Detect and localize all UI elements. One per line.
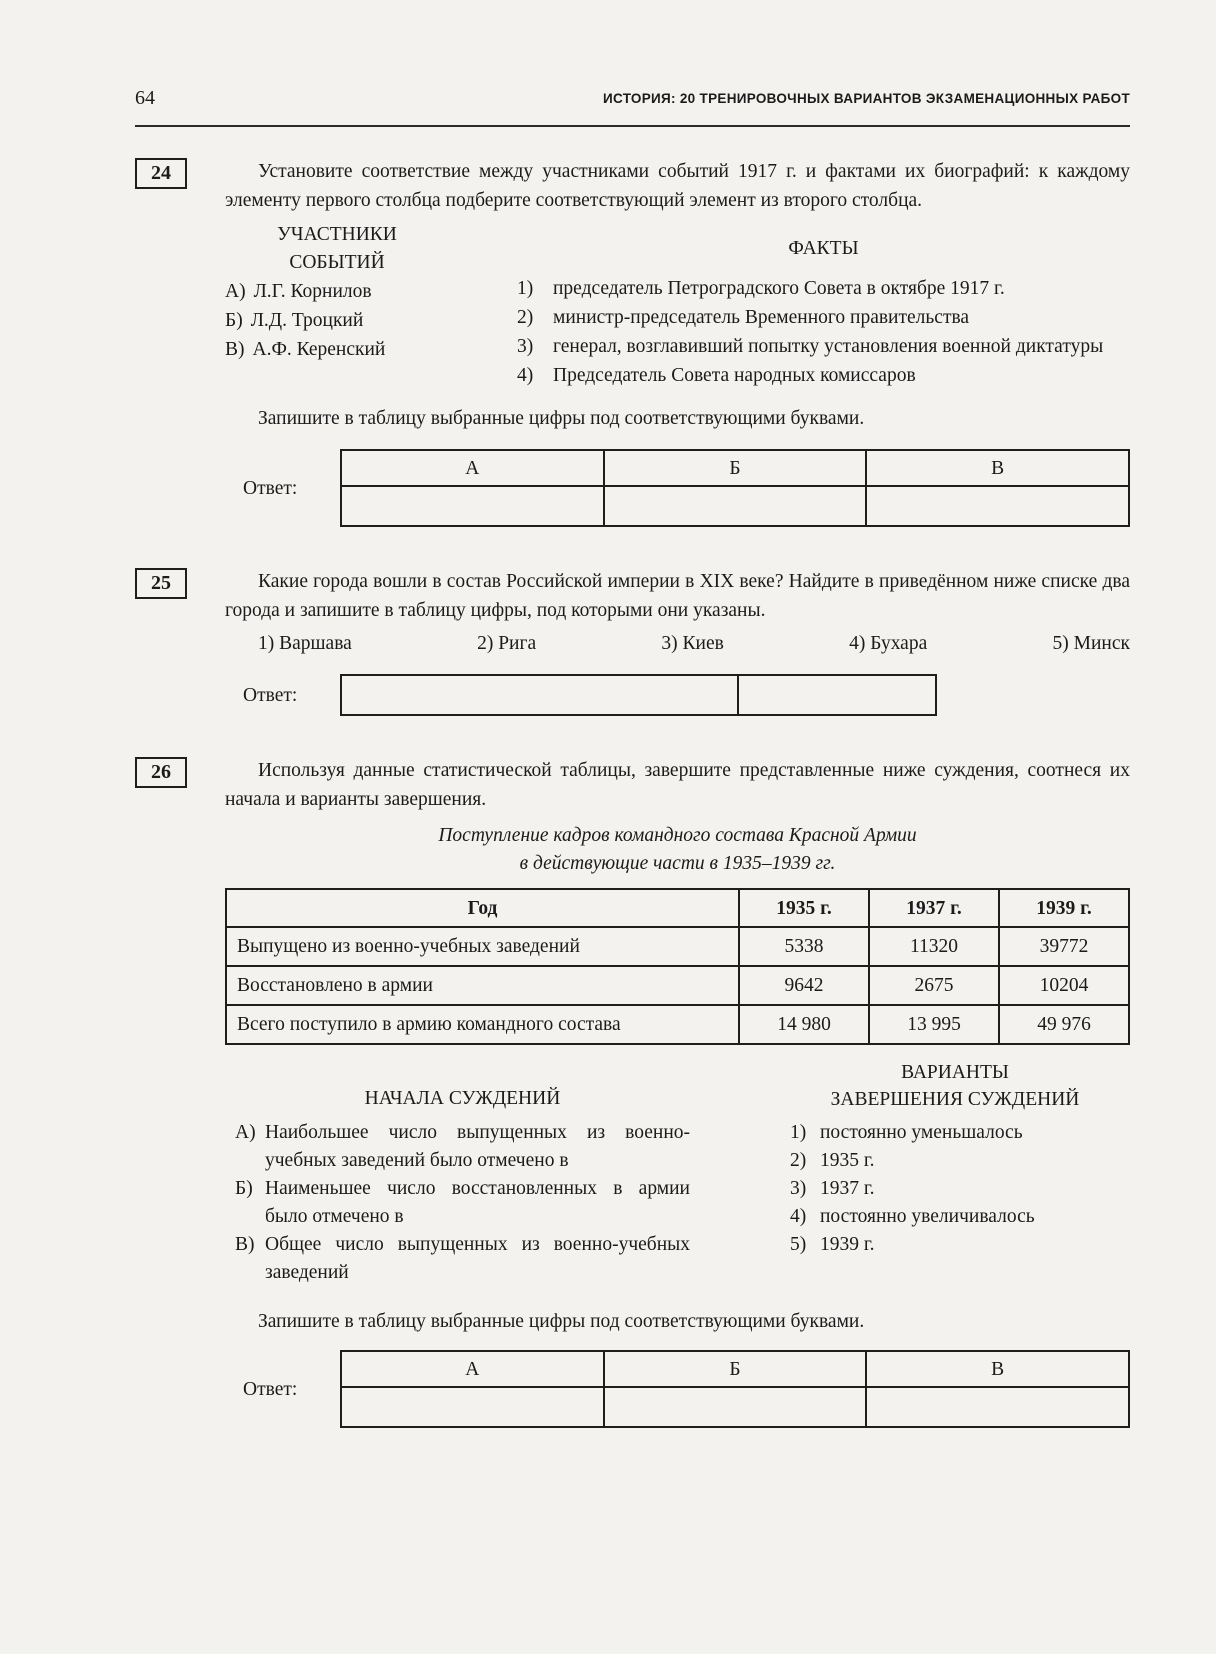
- participants-column-title-line2: СОБЫТИЙ: [289, 252, 385, 273]
- question-24-answer-block: [225, 449, 1130, 527]
- beginning-item: [235, 1119, 690, 1175]
- fact-number: 4): [517, 365, 534, 386]
- fact-number: 1): [517, 278, 534, 299]
- ending-number: 5): [790, 1234, 807, 1255]
- participant-name: Л.Д. Троцкий: [250, 310, 364, 331]
- answer-cell-b: [604, 486, 867, 526]
- fact-text: министр-председатель Временного правительства: [553, 307, 970, 328]
- participant-item: [225, 277, 517, 306]
- participant-name: Л.Г. Корнилов: [253, 281, 372, 302]
- ending-item: [790, 1203, 1120, 1231]
- stats-row-label: Восстановлено в армии: [226, 966, 739, 1005]
- fact-number: 2): [517, 307, 534, 328]
- stats-value: 49 976: [999, 1005, 1129, 1044]
- participants-column: [225, 221, 517, 390]
- answer-input-row: [341, 486, 1129, 526]
- endings-title-line2: ЗАВЕРШЕНИЯ СУЖДЕНИЙ: [830, 1089, 1080, 1110]
- stats-value: 2675: [869, 966, 999, 1005]
- fact-text: Председатель Совета народных комиссаров: [553, 365, 916, 386]
- participant-letter: А): [225, 281, 246, 302]
- answer-header-row: [341, 450, 1129, 486]
- running-title: ИСТОРИЯ: 20 ТРЕНИРОВОЧНЫХ ВАРИАНТОВ ЭКЗАМЕНАЦИОННЫХ РАБОТ: [602, 91, 1130, 106]
- answer-column-v: В: [866, 450, 1129, 486]
- beginning-text: Общее число выпущенных из военно-учебных заведений: [265, 1234, 690, 1283]
- participant-letter: Б): [225, 310, 243, 331]
- answer-cell-v: [866, 486, 1129, 526]
- ending-text: 1937 г.: [820, 1178, 875, 1199]
- stats-column-1937: 1937 г.: [869, 889, 999, 927]
- stats-column-year: Год: [226, 889, 739, 927]
- fact-item: [517, 361, 1130, 390]
- question-24-instruction: Запишите в таблицу выбранные цифры под соответствующими буквами.: [258, 408, 865, 429]
- beginning-letter: А): [235, 1122, 256, 1143]
- answer-label: Ответ:: [243, 477, 298, 499]
- question-26-number-box: 26: [135, 757, 187, 788]
- ending-text: 1939 г.: [820, 1234, 875, 1255]
- participants-column-title-line1: УЧАСТНИКИ: [277, 224, 397, 245]
- fact-item: [517, 332, 1130, 361]
- ending-text: постоянно уменьшалось: [820, 1122, 1023, 1143]
- statistics-table-title-line2: в действующие части в 1935–1939 гг.: [519, 853, 836, 874]
- stats-column-1939: 1939 г.: [999, 889, 1129, 927]
- ending-item: [790, 1147, 1120, 1175]
- stats-value: 13 995: [869, 1005, 999, 1044]
- ending-number: 2): [790, 1150, 807, 1171]
- ending-item: [790, 1119, 1120, 1147]
- beginning-letter: В): [235, 1234, 255, 1255]
- statistics-row: [226, 966, 1129, 1005]
- ending-number: 4): [790, 1206, 807, 1227]
- beginning-item: [235, 1231, 690, 1287]
- stats-row-label: Всего поступило в армию командного состава: [226, 1005, 739, 1044]
- stats-value: 10204: [999, 966, 1129, 1005]
- answer-input-row: [341, 1387, 1129, 1427]
- beginning-letter: Б): [235, 1178, 253, 1199]
- answer-cell-2: [738, 675, 936, 715]
- question-26-prompt: Используя данные статистической таблицы, завершите представленные ниже суждения, соотнеся их начала и варианты завершения.: [225, 760, 1130, 810]
- ending-text: 1935 г.: [820, 1150, 875, 1171]
- option-item: 2) Рига: [477, 633, 537, 654]
- page-header: [135, 84, 1130, 127]
- answer-input-row: [341, 675, 936, 715]
- answer-column-a: А: [341, 1351, 604, 1387]
- fact-item: [517, 274, 1130, 303]
- question-25-answer-block: [225, 674, 1130, 716]
- option-item: 1) Варшава: [258, 633, 352, 654]
- page-number: 64: [135, 87, 155, 109]
- question-26-judgments: [225, 1059, 1130, 1287]
- answer-cell-a: [341, 486, 604, 526]
- question-26-answer-table: [340, 1350, 1130, 1428]
- answer-column-b: Б: [604, 1351, 867, 1387]
- fact-text: генерал, возглавивший попытку установления военной диктатуры: [553, 336, 1104, 357]
- stats-value: 14 980: [739, 1005, 869, 1044]
- beginning-item: [235, 1175, 690, 1231]
- answer-label: Ответ:: [243, 1378, 298, 1400]
- question-25-answer-table: [340, 674, 937, 716]
- question-26-answer-block: [225, 1350, 1130, 1428]
- question-25: [135, 567, 1130, 716]
- answer-column-b: Б: [604, 450, 867, 486]
- answer-column-a: А: [341, 450, 604, 486]
- answer-cell-a: [341, 1387, 604, 1427]
- option-item: 5) Минск: [1052, 633, 1130, 654]
- facts-column-title: ФАКТЫ: [788, 238, 859, 259]
- ending-item: [790, 1175, 1120, 1203]
- participant-letter: В): [225, 339, 245, 360]
- ending-text: постоянно увеличивалось: [820, 1206, 1035, 1227]
- statistics-header-row: [226, 889, 1129, 927]
- judgment-beginnings-column: [235, 1059, 690, 1287]
- endings-title-line1: ВАРИАНТЫ: [901, 1062, 1009, 1083]
- ending-number: 3): [790, 1178, 807, 1199]
- question-24-answer-table: [340, 449, 1130, 527]
- endings-list: [790, 1119, 1120, 1259]
- question-24-matching-columns: [225, 221, 1130, 390]
- stats-value: 39772: [999, 927, 1129, 966]
- participant-item: [225, 306, 517, 335]
- answer-header-row: [341, 1351, 1129, 1387]
- participant-item: [225, 335, 517, 364]
- question-26-instruction: Запишите в таблицу выбранные цифры под соответствующими буквами.: [258, 1311, 865, 1332]
- participant-name: А.Ф. Керенский: [252, 339, 386, 360]
- answer-label: Ответ:: [243, 684, 298, 706]
- question-24-prompt: Установите соответствие между участниками событий 1917 г. и фактами их биографий: к каждому элементу первого столбца подберите соответствующий элемент из второго столбца.: [225, 161, 1130, 211]
- question-26: [135, 756, 1130, 1428]
- stats-column-1935: 1935 г.: [739, 889, 869, 927]
- stats-value: 11320: [869, 927, 999, 966]
- beginning-text: Наименьшее число восстановленных в армии было отмечено в: [265, 1178, 690, 1227]
- answer-cell-v: [866, 1387, 1129, 1427]
- stats-row-label: Выпущено из военно-учебных заведений: [226, 927, 739, 966]
- statistics-table: [225, 888, 1130, 1045]
- answer-column-v: В: [866, 1351, 1129, 1387]
- fact-item: [517, 303, 1130, 332]
- option-item: 3) Киев: [661, 633, 724, 654]
- statistics-row: [226, 1005, 1129, 1044]
- fact-text: председатель Петроградского Совета в октябре 1917 г.: [553, 278, 1005, 299]
- facts-column: [517, 221, 1130, 390]
- beginnings-title: НАЧАЛА СУЖДЕНИЙ: [364, 1088, 561, 1109]
- beginning-text: Наибольшее число выпущенных из военно-учебных заведений было отмечено в: [265, 1122, 690, 1171]
- statistics-table-title-line1: Поступление кадров командного состава Красной Армии: [438, 825, 917, 846]
- statistics-row: [226, 927, 1129, 966]
- question-25-prompt: Какие города вошли в состав Российской империи в XIX веке? Найдите в приведённом ниже списке два города и запишите в таблицу цифры, под которыми они указаны.: [225, 571, 1130, 621]
- question-25-options: [225, 629, 1130, 658]
- question-24-number-box: 24: [135, 158, 187, 189]
- fact-number: 3): [517, 336, 534, 357]
- option-item: 4) Бухара: [849, 633, 928, 654]
- ending-number: 1): [790, 1122, 807, 1143]
- question-25-number-box: 25: [135, 568, 187, 599]
- ending-item: [790, 1231, 1120, 1259]
- answer-cell-1: [341, 675, 738, 715]
- statistics-table-title: [225, 822, 1130, 878]
- judgment-endings-column: [790, 1059, 1120, 1287]
- stats-value: 5338: [739, 927, 869, 966]
- answer-cell-b: [604, 1387, 867, 1427]
- question-24: [135, 157, 1130, 527]
- stats-value: 9642: [739, 966, 869, 1005]
